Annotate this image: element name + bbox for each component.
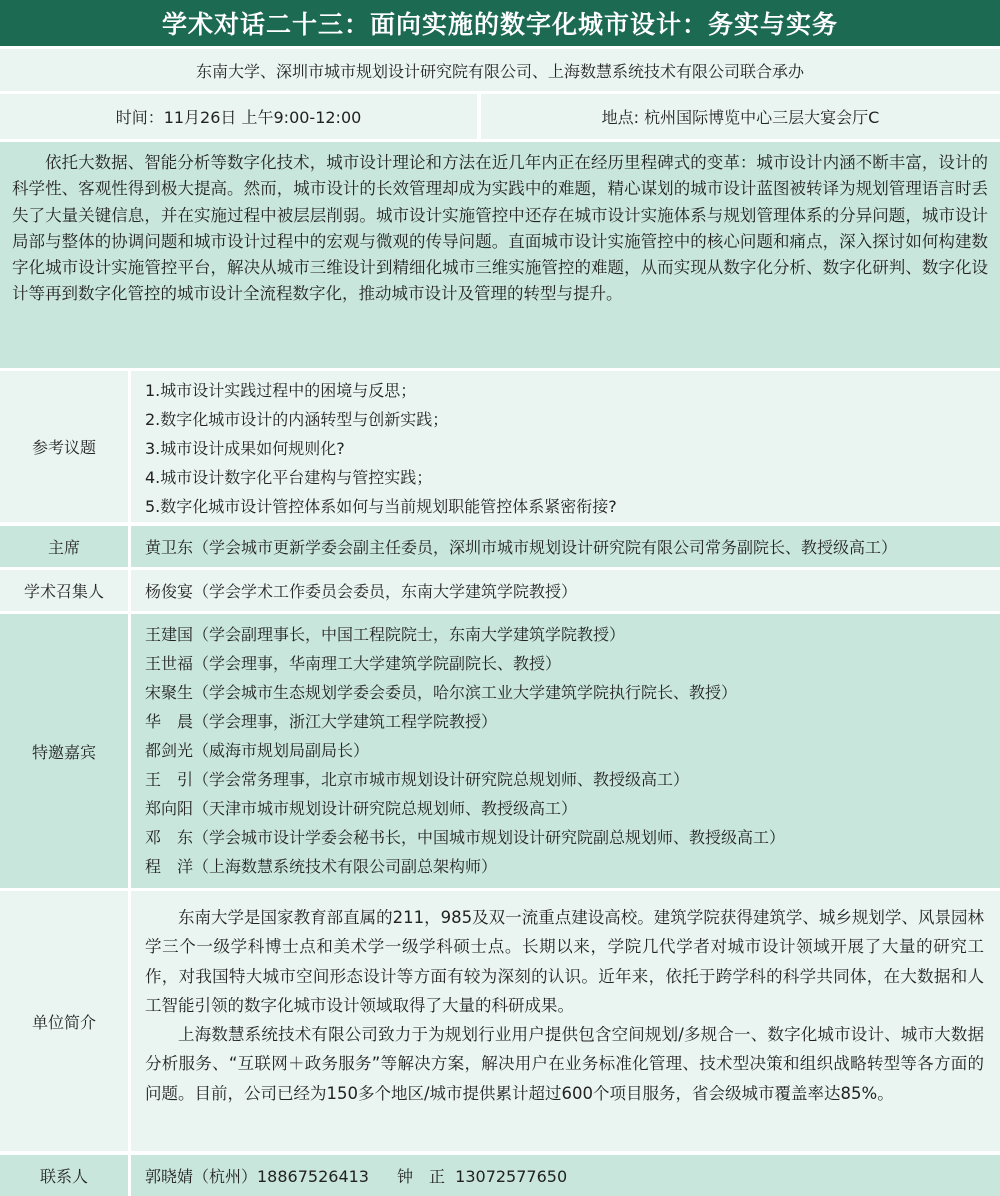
guest-item: 郑向阳（天津市城市规划设计研究院总规划师、教授级高工）	[145, 799, 578, 818]
intro-paragraph: 依托大数据、智能分析等数字化技术，城市设计理论和方法在近几年内正在经历里程碑式的变革：城市设计内涵不断丰富，设计的科学性、客观性得到极大提高。然而，城市设计的长效管理却成为实践中的难题，精心谋划的城市设计蓝图被转译为规划管理语言时丢失了大量关键信息，并在实施过程中被层层削弱。城市设计实施管控中还存在城市设计实施体系与规划管理体系的分异问题，城市设计局部与整体的协调问题和城市设计过程中的宏观与微观的传导问题。直面城市设计实施管控中的核心问题和痛点，深入探讨如何构建数字化城市设计实施管控平台，解决从城市三维设计到精细化城市三维实施管控的难题，从而实现从数字化分析、数字化研判、数字化设计等再到数字化管控的城市设计全流程数字化，推动城市设计及管理的转型与提升。	[0, 142, 1000, 368]
event-time: 时间：11月26日 上午9:00-12:00	[0, 94, 477, 139]
convener-value	[131, 570, 1000, 611]
topic-item: 5.数字化城市设计管控体系如何与当前规划职能管控体系紧密衔接?	[145, 497, 617, 516]
chair-label: 主席	[0, 526, 128, 567]
page-title: 学术对话二十三：面向实施的数字化城市设计：务实与实务	[0, 0, 1000, 46]
convener-row	[0, 570, 1000, 611]
guests-label: 特邀嘉宾	[0, 614, 128, 888]
topics-row	[0, 371, 1000, 522]
topic-item: 3.城市设计成果如何规则化?	[145, 439, 345, 458]
guests-row	[0, 614, 1000, 888]
guest-item: 王世福（学会理事，华南理工大学建筑学院副院长、教授）	[145, 654, 562, 673]
convener-label: 学术召集人	[0, 570, 128, 611]
contact-value	[131, 1155, 1000, 1196]
chair-name: 黄卫东（学会城市更新学委会副主任委员，深圳市城市规划设计研究院有限公司常务副院长、教授级高工）	[145, 538, 898, 557]
topics-list	[131, 371, 1000, 522]
guest-item: 都剑光（威海市规划局副局长）	[145, 741, 370, 760]
units-label: 单位简介	[0, 891, 128, 1151]
contact-entry: 钟 正 13072577650	[396, 1167, 568, 1186]
guests-list	[131, 614, 1000, 888]
organizers: 东南大学、深圳市城市规划设计研究院有限公司、上海数慧系统技术有限公司联合承办	[0, 49, 1000, 91]
guest-item: 宋聚生（学会城市生态规划学委会委员，哈尔滨工业大学建筑学院执行院长、教授）	[145, 683, 738, 702]
chair-row	[0, 526, 1000, 567]
topic-item: 4.城市设计数字化平台建构与管控实践；	[145, 468, 433, 487]
units-text	[131, 891, 1000, 1151]
contact-label: 联系人	[0, 1155, 128, 1196]
guest-item: 华 晨（学会理事，浙江大学建筑工程学院教授）	[145, 712, 498, 731]
chair-value	[131, 526, 1000, 567]
guest-item: 邓 东（学会城市设计学委会秘书长，中国城市规划设计研究院副总规划师、教授级高工）	[145, 828, 786, 847]
guest-item: 王建国（学会副理事长，中国工程院院士，东南大学建筑学院教授）	[145, 625, 626, 644]
topic-item: 2.数字化城市设计的内涵转型与创新实践；	[145, 410, 449, 429]
topic-item: 1.城市设计实践过程中的困境与反思；	[145, 381, 417, 400]
guest-item: 程 洋（上海数慧系统技术有限公司副总架构师）	[145, 857, 498, 876]
guest-item: 王 引（学会常务理事，北京市城市规划设计研究院总规划师、教授级高工）	[145, 770, 690, 789]
topics-label: 参考议题	[0, 371, 128, 522]
contact-entry: 郭晓婧（杭州）18867526413	[145, 1167, 369, 1186]
units-row	[0, 891, 1000, 1151]
unit-paragraph: 东南大学是国家教育部直属的211，985及双一流重点建设高校。建筑学院获得建筑学、城乡规划学、风景园林学三个一级学科博士点和美术学一级学科硕士点。长期以来，学院几代学者对城市设计领域开展了大量的研究工作，对我国特大城市空间形态设计等方面有较为深刻的认识。近年来，依托于跨学科的科学共同体，在大数据和人工智能引领的数字化城市设计领域取得了大量的科研成果。	[145, 908, 984, 1015]
contact-row	[0, 1155, 1000, 1196]
event-place: 地点: 杭州国际博览中心三层大宴会厅C	[481, 94, 1000, 139]
convener-name: 杨俊宴（学会学术工作委员会委员，东南大学建筑学院教授）	[145, 582, 578, 601]
unit-paragraph: 上海数慧系统技术有限公司致力于为规划行业用户提供包含空间规划/多规合一、数字化城市设计、城市大数据分析服务、“互联网＋政务服务”等解决方案，解决用户在业务标准化管理、技术型决策和组织战略转型等各方面的问题。目前，公司已经为150多个地区/城市提供累计超过600个项目服务，省会级城市覆盖率达85%。	[145, 1025, 984, 1103]
